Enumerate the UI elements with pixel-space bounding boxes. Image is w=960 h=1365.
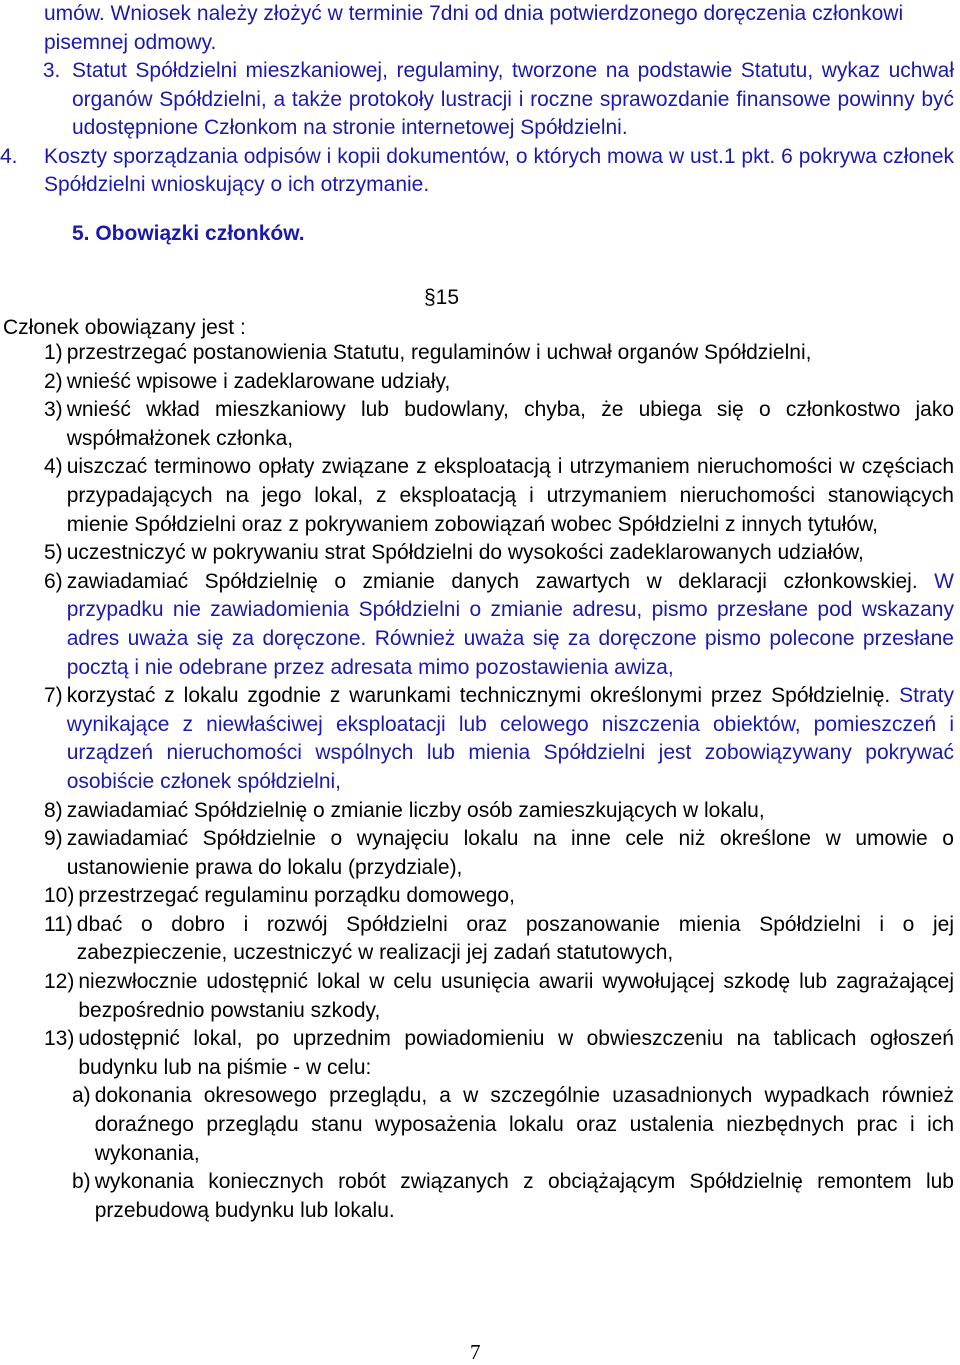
list-item-text: wnieść wkład mieszkaniowy lub budowlany, chyba, że ubiega się o członkostwo jako współmałżonek członka, [66,398,954,450]
list-item-text: niezwłocznie udostępnić lokal w celu usunięcia awarii wywołującej szkodę lub zagrażającej bezpośrednio powstaniu szkody, [78,970,954,1022]
item-number: 4. [0,144,18,168]
page-number: 7 [470,1340,481,1364]
list-item [44,968,954,1025]
continuation-paragraph: umów. Wniosek należy złożyć w terminie 7dni od dnia potwierdzonego doręczenia członkowi pisemnej odmowy. [44,2,904,54]
duties-list [44,339,954,1225]
list-item [0,143,954,200]
list-item [44,453,954,539]
item-number: 1) [44,341,63,364]
section-heading: 5. Obowiązki członków. [72,222,305,245]
item-number: 9) [44,827,63,851]
item-number: 7) [44,684,63,708]
list-item [44,1025,954,1082]
list-item-text: Statut Spółdzielni mieszkaniowej, regulaminy, tworzone na podstawie Statutu, wykaz uchwał organów Spółdzielni, a także protokoły lustracji i roczne sprawozdanie finansowe powinny być udostępnione Członkom na stronie internetowej Spółdzielni. [72,59,954,139]
item-number: 12) [44,970,75,994]
list-item-text: zawiadamiać Spółdzielnię o zmianie danych zawartych w deklaracji członkowskiej. [66,569,918,593]
list-item-amendment: Straty wynikające z niewłaściwej eksploatacji lub celowego niszczenia obiektów, pomieszczeń i urządzeń nieruchomości wspólnych lub mienia Spółdzielni jest zobowiązywany pokrywać osobiście członek spółdzielni, [66,684,954,793]
item-number: 8) [44,798,63,822]
list-item-amendment: W przypadku nie zawiadomienia Spółdzielni o zmianie adresu, pismo przesłane pod wskazany adres uważa się za doręczone. Również uważa się za doręczone pismo polecone przesłane pocztą i nie odebrane przez adresata mimo pozostawienia awiza, [66,569,955,679]
paragraph-number: §15 [424,286,460,309]
list-item [44,797,954,826]
list-item [44,882,954,911]
sub-list-item [72,1168,954,1225]
list-item [44,825,954,882]
list-item-text: zawiadamiać Spółdzielnie o wynajęciu lokalu na inne cele niż określone w umowie o ustanowienie prawa do lokalu (przydziale), [66,827,954,879]
item-number: 6) [44,569,63,593]
list-item-text: dbać o dobro i rozwój Spółdzielni oraz poszanowanie mienia Spółdzielni i o jej zabezpieczenie, uczestniczyć w realizacji jej zadań statutowych, [76,912,954,965]
list-item [44,911,954,968]
item-number: 13) [44,1027,75,1051]
item-number: 3) [44,398,63,422]
list-item [0,57,954,143]
item-number: 2) [44,369,63,393]
item-number: 3. [42,59,61,82]
list-item [44,539,954,568]
item-number: 11) [44,912,73,936]
list-item [44,339,954,368]
sub-list-item-text: dokonania okresowego przeglądu, a w szczególnie uzasadnionych wypadkach również doraźnego przeglądu stanu wyposażenia lokalu oraz ustalenia niezbędnych prac i ich wykonania, [94,1084,954,1165]
list-item [44,682,954,796]
list-item-text: przestrzegać regulaminu porządku domowego, [78,884,515,908]
intro-text: Członek obowiązany jest : [3,316,246,339]
list-item-text: udostępnić lokal, po uprzednim powiadomieniu w obwieszczeniu na tablicach ogłoszeń budynku lub na piśmie - w celu: [78,1027,954,1079]
item-letter: b) [72,1170,91,1194]
list-item-text: przestrzegać postanowienia Statutu, regulaminów i uchwał organów Spółdzielni, [66,341,812,364]
list-item-text: zawiadamiać Spółdzielnię o zmianie liczby osób zamieszkujących w lokalu, [66,798,765,822]
item-number: 4) [44,455,63,479]
list-item [44,368,954,397]
sub-list-item [72,1082,954,1168]
item-letter: a) [72,1084,91,1108]
list-item [44,568,954,682]
list-item-text: korzystać z lokalu zgodnie z warunkami technicznymi określonymi przez Spółdzielnię. [66,684,891,708]
item-number: 5) [44,541,63,565]
sub-list-item-text: wykonania koniecznych robót związanych z obciążającym Spółdzielnię remontem lub przebudową budynku lub lokalu. [94,1170,954,1222]
item-number: 10) [44,884,75,908]
list-item-text: wnieść wpisowe i zadeklarowane udziały, [66,369,451,393]
previous-section-continuation [0,0,954,200]
list-item-text: uczestniczyć w pokrywaniu strat Spółdzielni do wysokości zadeklarowanych udziałów, [66,541,864,565]
list-item-text: Koszty sporządzania odpisów i kopii dokumentów, o których mowa w ust.1 pkt. 6 pokrywa członek Spółdzielni wnioskujący o ich otrzymanie. [44,144,954,196]
list-item-text: uiszczać terminowo opłaty związane z eksploatacją i utrzymaniem nieruchomości w częściach przypadających na jego lokal, z eksploatacją i utrzymaniem nieruchomości stanowiących mienie Spółdzielni oraz z pokrywaniem zobowiązań wobec Spółdzielni z innych tytułów, [66,455,954,536]
list-item [44,396,954,453]
